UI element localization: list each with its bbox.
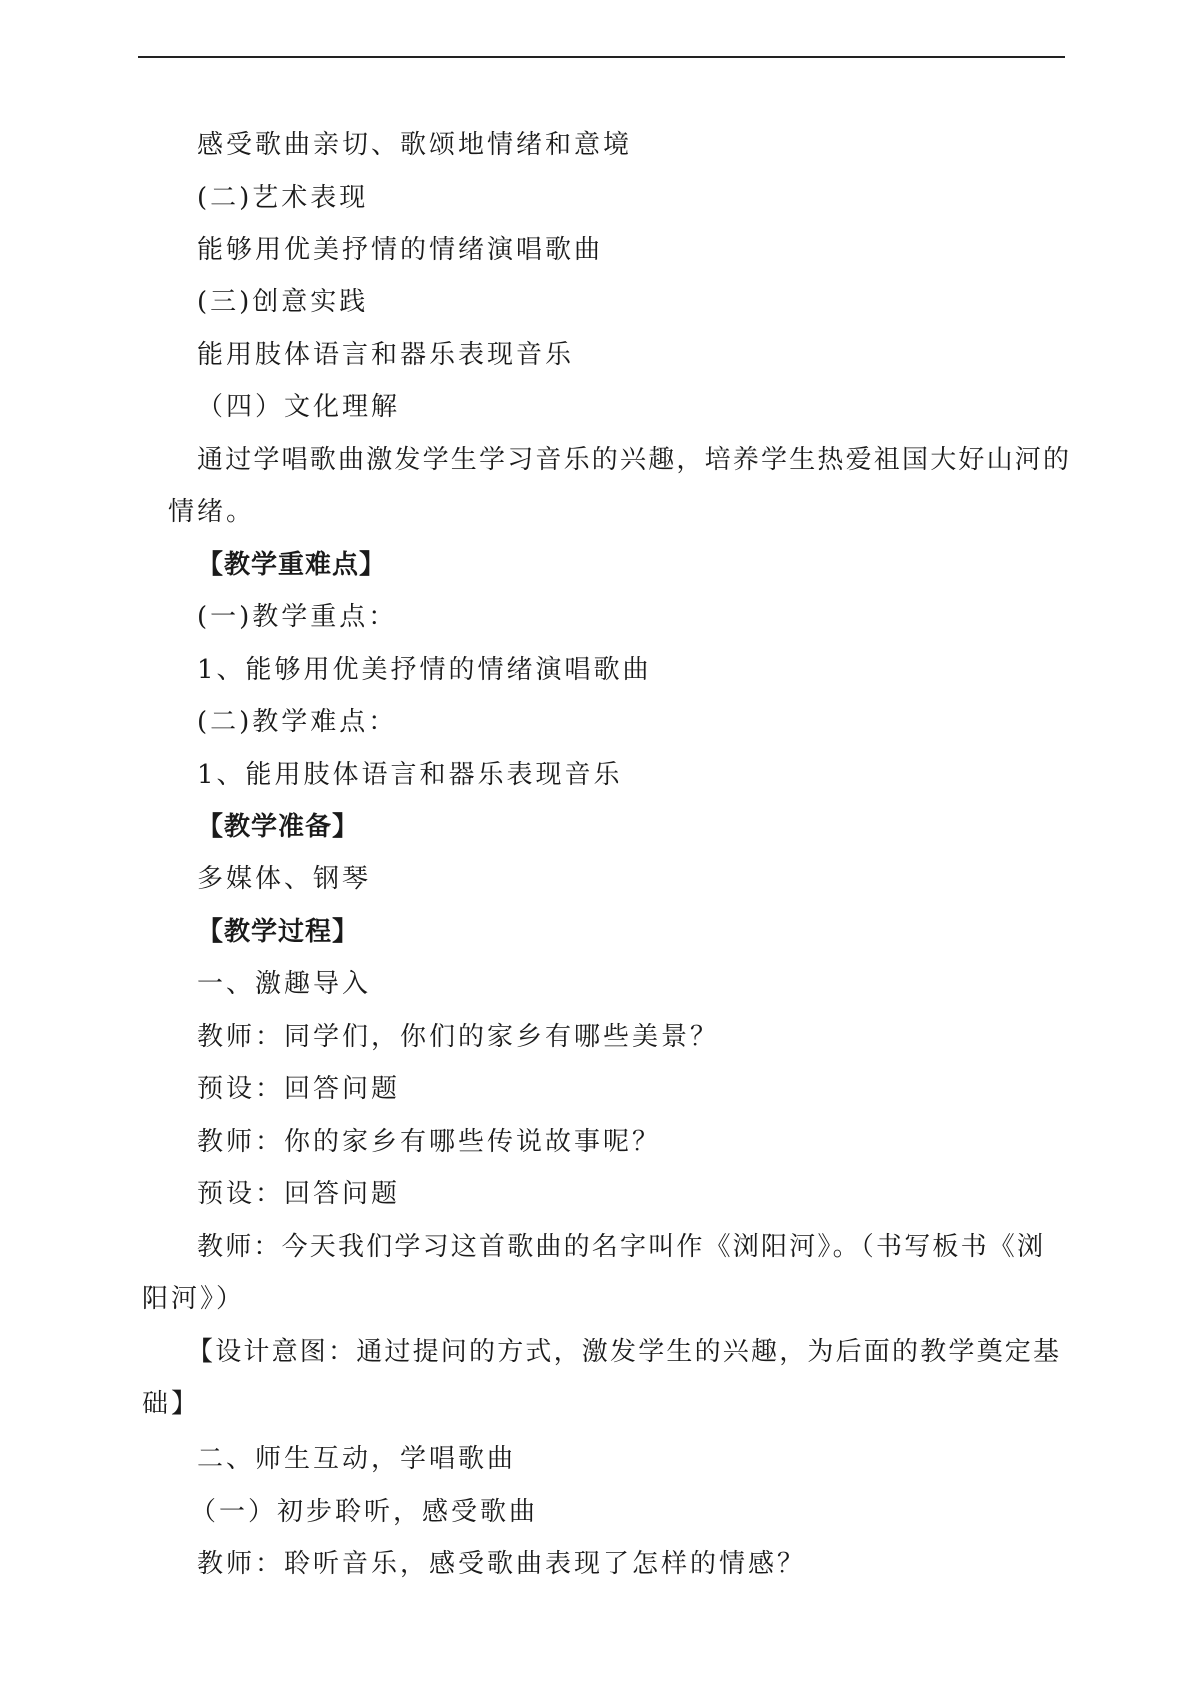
dialogue-line: 教师：同学们，你们的家乡有哪些美景？ [197, 1022, 720, 1052]
section-heading: (二)艺术表现 [197, 183, 369, 213]
paragraph: 多媒体、钢琴 [197, 864, 372, 894]
section-heading: （一）初步聆听，感受歌曲 [190, 1497, 539, 1527]
section-title: 【教学准备】 [197, 812, 360, 842]
list-item: 1、能够用优美抒情的情绪演唱歌曲 [197, 655, 652, 685]
section-title: 【教学过程】 [197, 917, 360, 947]
section-heading: 一、激趣导入 [197, 969, 372, 999]
list-item: 1、能用肢体语言和器乐表现音乐 [197, 760, 623, 790]
dialogue-line: 预设：回答问题 [197, 1074, 401, 1104]
paragraph: 通过学唱歌曲激发学生学习音乐的兴趣，培养学生热爱祖国大好山河的 [197, 445, 1072, 475]
dialogue-line: 预设：回答问题 [197, 1179, 401, 1209]
design-intent-continuation: 础】 [142, 1389, 201, 1419]
design-intent: 【设计意图：通过提问的方式，激发学生的兴趣，为后面的教学奠定基 [187, 1337, 1062, 1367]
section-title: 【教学重难点】 [197, 550, 387, 580]
section-heading: （四）文化理解 [197, 392, 401, 422]
paragraph-continuation: 情绪。 [168, 497, 256, 527]
dialogue-line: 教师：今天我们学习这首歌曲的名字叫作《浏阳河》。（书写板书《浏 [197, 1232, 1046, 1262]
section-heading: (二)教学难点： [197, 707, 398, 737]
dialogue-line: 教师：你的家乡有哪些传说故事呢？ [197, 1127, 662, 1157]
dialogue-line: 教师：聆听音乐，感受歌曲表现了怎样的情感？ [197, 1549, 807, 1579]
paragraph: 能用肢体语言和器乐表现音乐 [197, 340, 575, 370]
dialogue-continuation: 阳河》） [142, 1284, 246, 1314]
header-rule [138, 56, 1065, 58]
section-heading: (三)创意实践 [197, 287, 369, 317]
paragraph: 感受歌曲亲切、歌颂地情绪和意境 [197, 130, 633, 160]
section-heading: (一)教学重点： [197, 602, 398, 632]
paragraph: 能够用优美抒情的情绪演唱歌曲 [197, 235, 604, 265]
section-heading: 二、师生互动，学唱歌曲 [197, 1444, 517, 1474]
